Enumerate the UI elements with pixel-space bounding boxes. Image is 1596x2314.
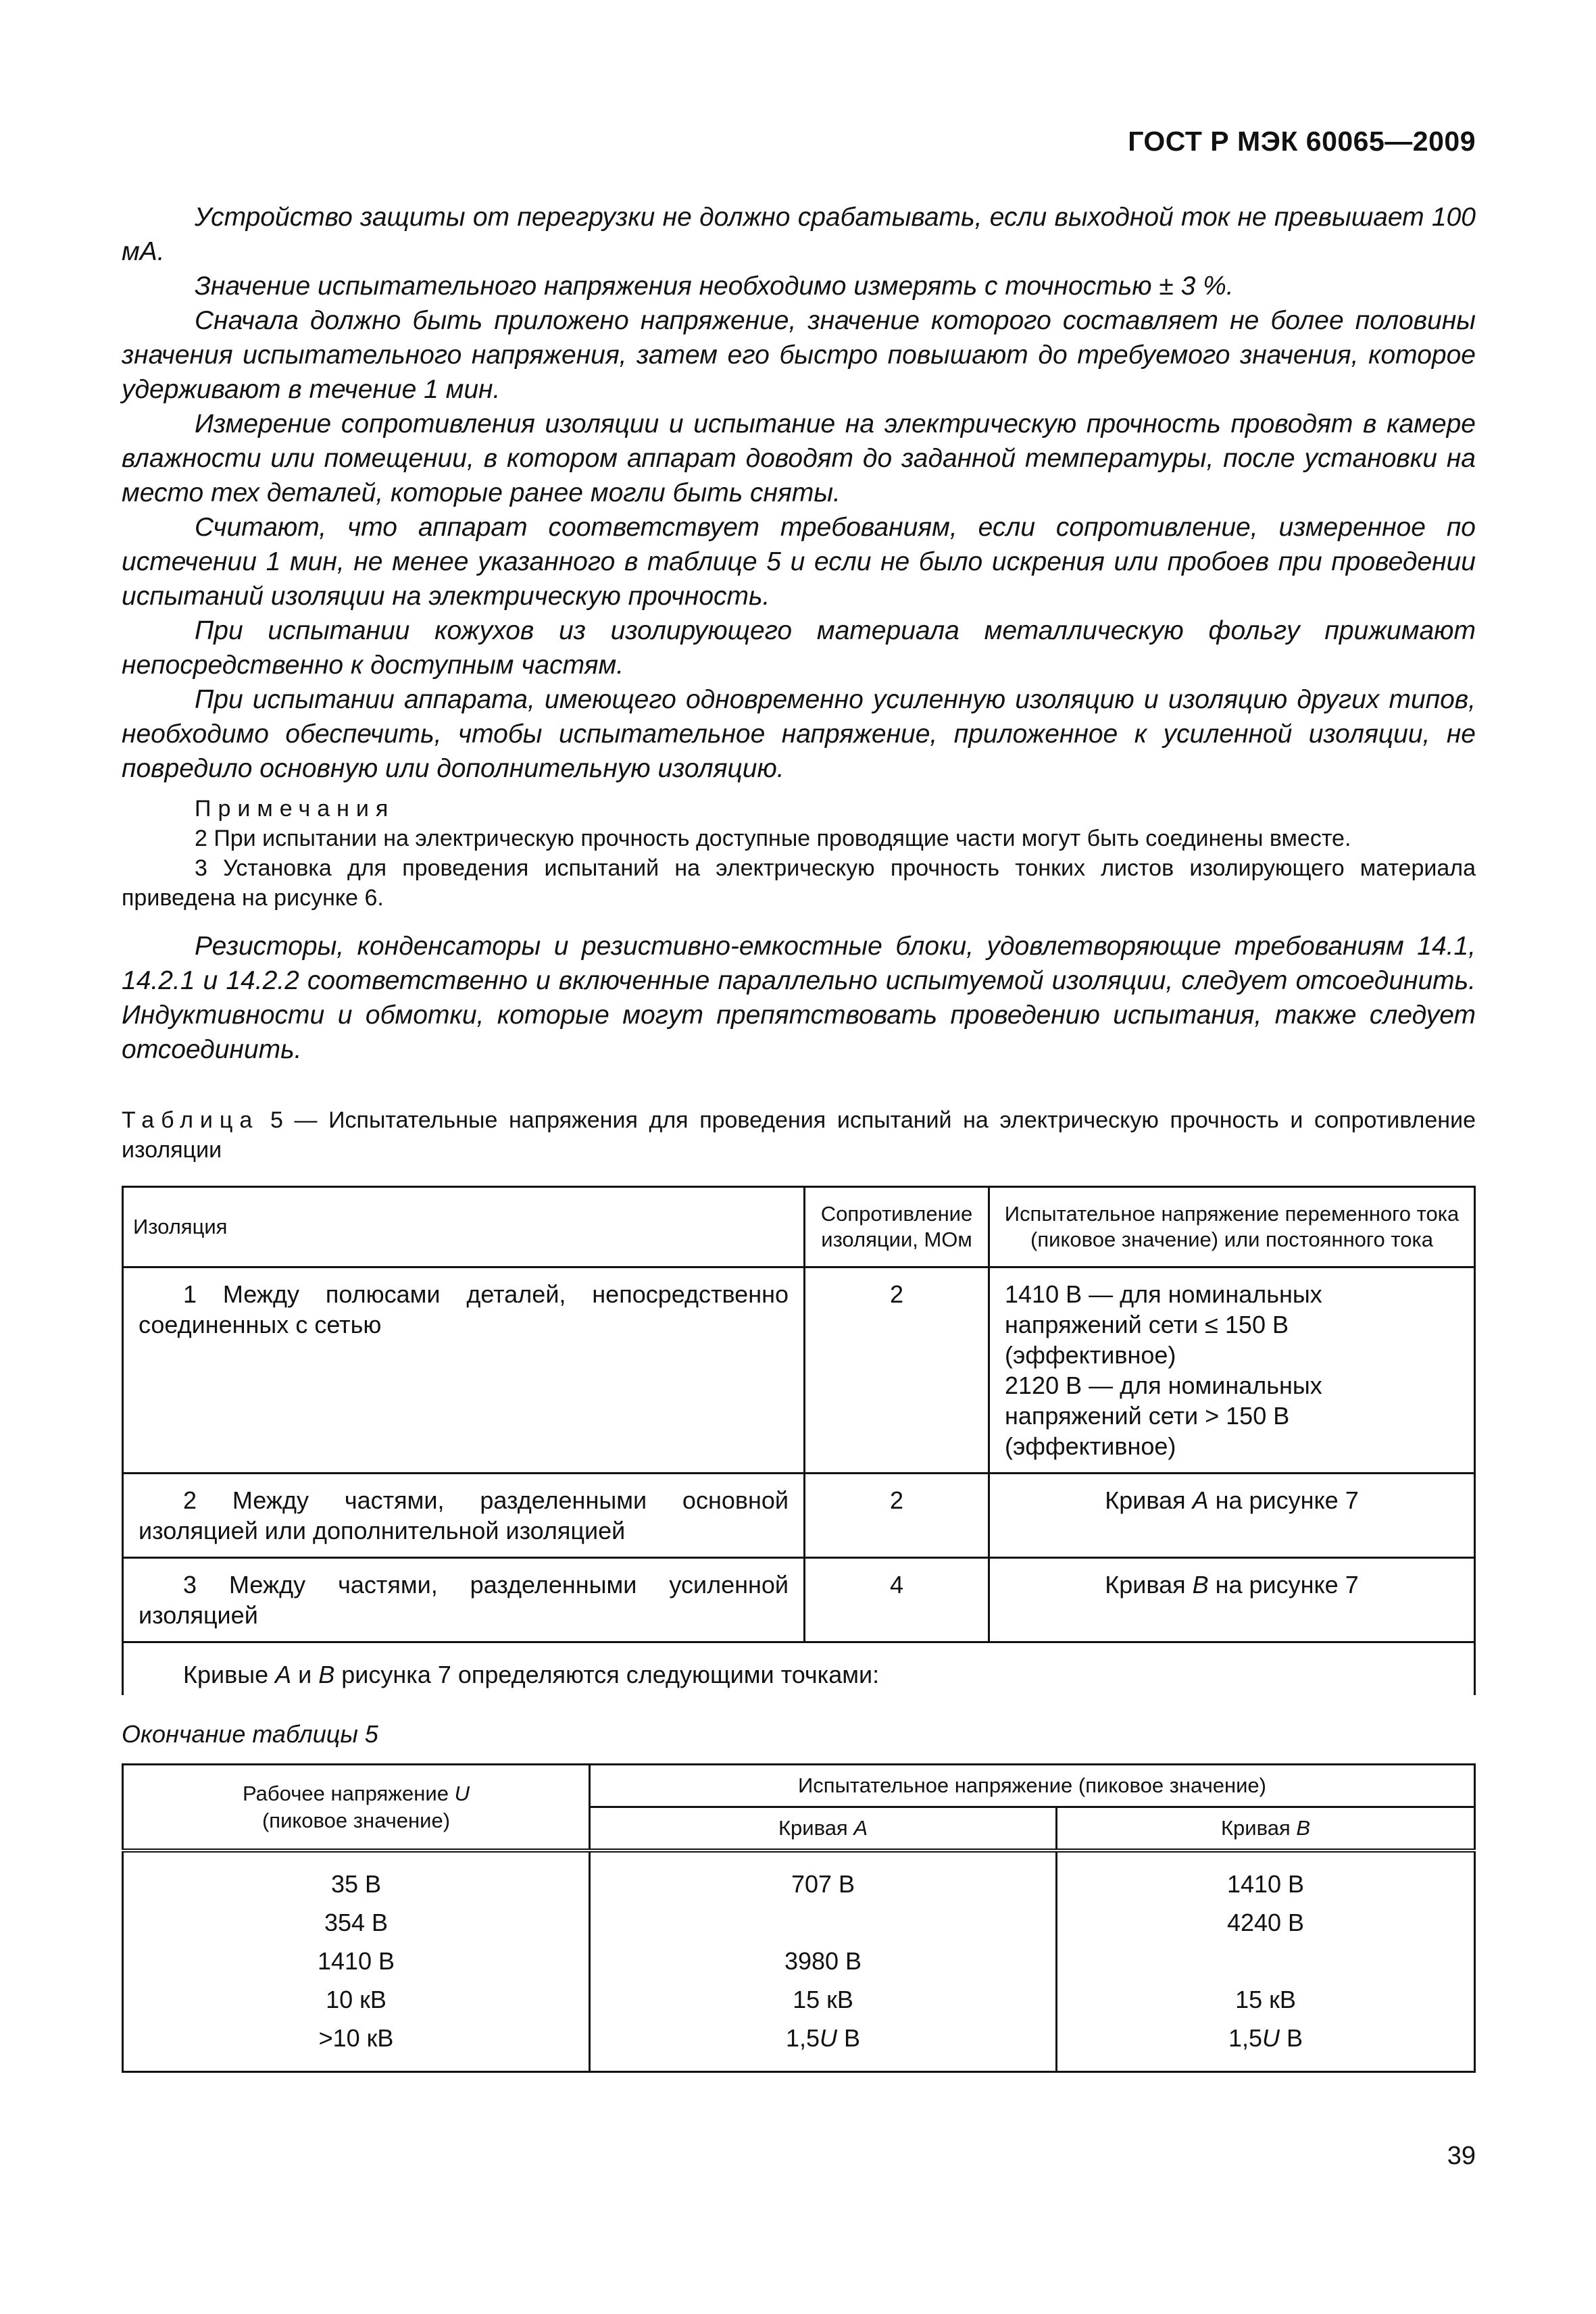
column-header-working-voltage: Рабочее напряжение U (пиковое значение): [123, 1765, 590, 1851]
voltage-line: 1410 В — для номинальных напряжений сети ≤ 150 В (эффективное): [1005, 1280, 1322, 1369]
voltage-cell: [989, 1267, 1475, 1474]
standard-id: ГОСТ Р МЭК 60065—2009: [1128, 126, 1476, 157]
document-header: [122, 126, 1476, 157]
working-voltage-cell: 1410 В: [123, 1942, 590, 1980]
paragraph: При испытании аппарата, имеющего одновременно усиленную изоляцию и изоляцию других типов, необходимо обеспечить, чтобы испытательное напряжение, приложенное к усиленной изоляции, не повредило основную или дополнительную изоляцию.: [122, 685, 1476, 783]
table-5-continuation-title: Окончание таблицы 5: [122, 1720, 378, 1748]
table-row: [123, 1942, 1475, 1980]
curve-b-cell: [1057, 1942, 1475, 1980]
curve-a-cell: 1,5U В: [590, 2019, 1057, 2057]
table-5: [122, 1186, 1476, 1695]
paragraph: Измерение сопротивления изоляции и испытание на электрическую прочность проводят в камере влажности или помещении, в котором аппарат доводят до заданной температуры, после установки на место тех деталей, которые ранее могли быть сняты.: [122, 409, 1476, 507]
table-5-continuation: [122, 1763, 1476, 2073]
spacer-row: [123, 1851, 1475, 1865]
paragraph: Сначала должно быть приложено напряжение, значение которого составляет не более половины значения испытательного напряжения, затем его быстро повышают до требуемого значения, которое удерживают в течение 1 мин.: [122, 306, 1476, 404]
working-voltage-cell: 35 В: [123, 1865, 590, 1903]
body-text-block-2: [122, 929, 1476, 1067]
voltage-line: 2120 В — для номинальных напряжений сети > 150 В (эффективное): [1005, 1372, 1322, 1460]
voltage-cell: Кривая A на рисунке 7: [989, 1474, 1475, 1558]
curve-b-cell: 1,5U В: [1057, 2019, 1475, 2057]
curve-letter: B: [1192, 1571, 1209, 1599]
table-header-row: [123, 1765, 1475, 1807]
insulation-cell: 2 Между частями, разделенными основной изоляцией или дополнительной изоляцией: [123, 1474, 805, 1558]
curve-letter: A: [1192, 1486, 1209, 1514]
table-note-row: [123, 1642, 1475, 1696]
column-header-curve-b: Кривая B: [1057, 1807, 1475, 1851]
table-row: [123, 1903, 1475, 1942]
insulation-cell: 3 Между частями, разделенными усиленной изоляцией: [123, 1558, 805, 1642]
curve-b-cell: 15 кВ: [1057, 1980, 1475, 2019]
curve-a-cell: 3980 В: [590, 1942, 1057, 1980]
curves-note: Кривые A и B рисунка 7 определяются следующими точками:: [123, 1642, 1475, 1696]
column-header-test-voltage: Испытательное напряжение (пиковое значение): [590, 1765, 1475, 1807]
notes-heading: Примечания: [195, 796, 395, 822]
table-5-caption: [122, 1105, 1476, 1165]
insulation-cell: 1 Между полюсами деталей, непосредственно соединенных с сетью: [123, 1267, 805, 1474]
working-voltage-cell: 354 В: [123, 1903, 590, 1942]
column-header-test-voltage: Испытательное напряжение переменного тока (пиковое значение) или постоянного тока: [989, 1187, 1475, 1267]
table-row: [123, 1865, 1475, 1903]
note-3: 3 Установка для проведения испытаний на электрическую прочность тонких листов изолирующего материала приведена на рисунке 6.: [122, 855, 1476, 911]
note-2: 2 При испытании на электрическую прочность доступные проводящие части могут быть соединены вместе.: [195, 826, 1351, 851]
paragraph: Считают, что аппарат соответствует требованиям, если сопротивление, измеренное по истечении 1 мин, не менее указанного в таблице 5 и если не было искрения или пробоев при проведении испытаний изоляции на электрическую прочность.: [122, 513, 1476, 611]
body-text-block-1: [122, 200, 1476, 786]
table-label: Таблица: [122, 1107, 259, 1133]
curve-b-cell: 1410 В: [1057, 1865, 1475, 1903]
curve-a-cell: 707 В: [590, 1865, 1057, 1903]
curve-a-cell: [590, 1903, 1057, 1942]
resistance-cell: 2: [805, 1267, 989, 1474]
table-row: [123, 1558, 1475, 1642]
curve-b-cell: 4240 В: [1057, 1903, 1475, 1942]
resistance-cell: 2: [805, 1474, 989, 1558]
page-number: 39: [1447, 2142, 1476, 2170]
table-caption-text: 5 — Испытательные напряжения для проведения испытаний на электрическую прочность и сопротивление изоляции: [122, 1107, 1476, 1163]
paragraph: Резисторы, конденсаторы и резистивно-емкостные блоки, удовлетворяющие требованиям 14.1, 14.2.1 и 14.2.2 соответственно и включенные параллельно испытуемой изоляции, следует отсоединить. Индуктивности и обмотки, которые могут препятствовать проведению испытания, также следует отсоединить.: [122, 932, 1476, 1064]
voltage-cell: Кривая B на рисунке 7: [989, 1558, 1475, 1642]
curve-a-cell: 15 кВ: [590, 1980, 1057, 2019]
resistance-cell: 4: [805, 1558, 989, 1642]
working-voltage-cell: 10 кВ: [123, 1980, 590, 2019]
table-header-row: [123, 1187, 1475, 1267]
table-row: [123, 2019, 1475, 2057]
table-row: [123, 1267, 1475, 1474]
notes-block: [122, 794, 1476, 913]
column-header-curve-a: Кривая A: [590, 1807, 1057, 1851]
table-row: [123, 1474, 1475, 1558]
spacer-row: [123, 2057, 1475, 2072]
column-header-insulation: Изоляция: [123, 1187, 805, 1267]
paragraph: Значение испытательного напряжения необходимо измерять с точностью ± 3 %.: [195, 272, 1234, 301]
paragraph: При испытании кожухов из изолирующего материала металлическую фольгу прижимают непосредственно к доступным частям.: [122, 616, 1476, 680]
working-voltage-cell: >10 кВ: [123, 2019, 590, 2057]
table-row: [123, 1980, 1475, 2019]
column-header-resistance: Сопротивление изоляции, МОм: [805, 1187, 989, 1267]
paragraph: Устройство защиты от перегрузки не должно срабатывать, если выходной ток не превышает 100 мА.: [122, 203, 1476, 266]
